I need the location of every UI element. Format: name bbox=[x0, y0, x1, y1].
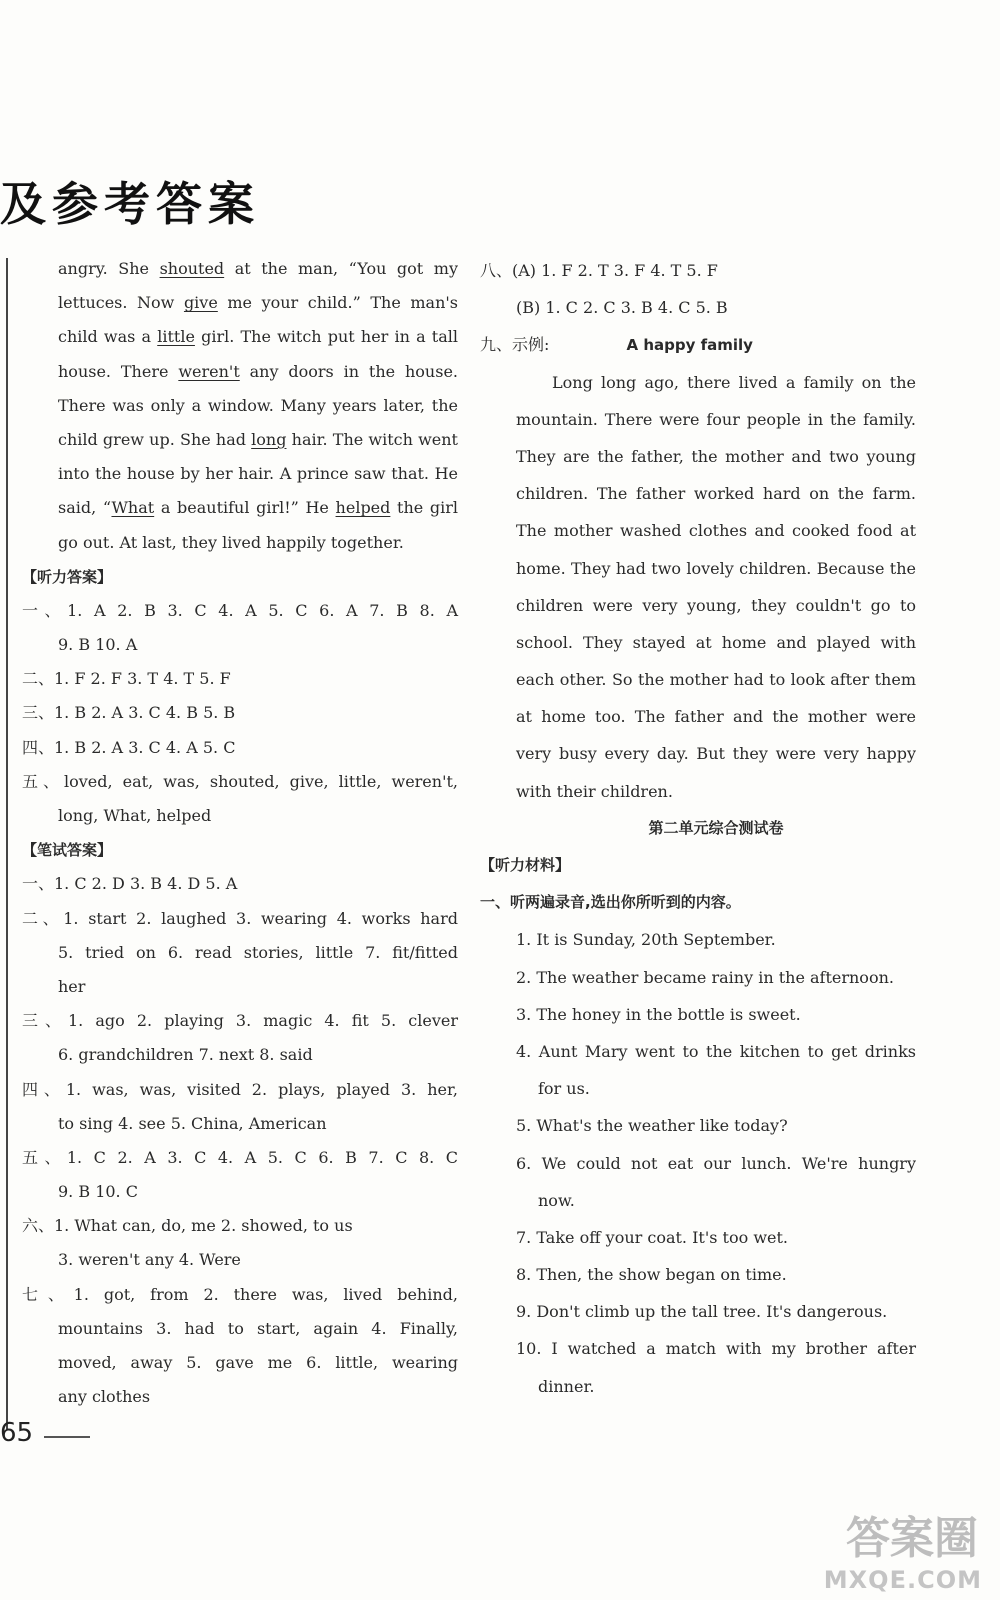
footer-dash bbox=[44, 1436, 90, 1438]
listening-item: 3. The honey in the bottle is sweet. bbox=[516, 1004, 801, 1024]
written-answers-header: 【笔试答案】 bbox=[22, 841, 113, 860]
answer-underline: little bbox=[157, 327, 195, 347]
answer-line: 5. tried on 6. read stories, little 7. fit/fitted bbox=[58, 942, 458, 962]
listening-item: 2. The weather became rainy in the afternoon. bbox=[516, 967, 894, 987]
essay-title: A happy family bbox=[626, 336, 753, 355]
essay-line: children. The father worked hard on the farm. bbox=[516, 484, 916, 504]
answer-line: her bbox=[58, 976, 86, 996]
watermark-url: MXQE.COM bbox=[823, 1566, 982, 1594]
essay-line: children were very young, they couldn't go to bbox=[516, 595, 916, 615]
essay-line: each other. So the mother had to look after them bbox=[516, 670, 916, 690]
answer-underline: give bbox=[183, 293, 218, 313]
story-line: into the house by her hair. A prince saw that. He bbox=[58, 464, 458, 484]
listening-item: 10. I watched a match with my brother after bbox=[516, 1339, 916, 1359]
answer-line: 二、1. start 2. laughed 3. wearing 4. works hard bbox=[22, 908, 458, 928]
answer-line: 三、1. ago 2. playing 3. magic 4. fit 5. clever bbox=[22, 1011, 458, 1031]
story-line: go out. At last, they lived happily together. bbox=[58, 532, 404, 552]
essay-line: The mother washed clothes and cooked food at bbox=[516, 521, 916, 541]
answer-line: 3. weren't any 4. Were bbox=[58, 1250, 241, 1270]
listening-item: 4. Aunt Mary went to the kitchen to get drinks bbox=[516, 1041, 916, 1061]
answer-line: 五、loved, eat, was, shouted, give, little, weren't, bbox=[22, 771, 458, 791]
answer-line: 一、1. A 2. B 3. C 4. A 5. C 6. A 7. B 8. A bbox=[22, 600, 458, 620]
answer-line: 三、1. B 2. A 3. C 4. B 5. B bbox=[22, 703, 236, 723]
answer-line: (B) 1. C 2. C 3. B 4. C 5. B bbox=[516, 298, 728, 318]
answer-line: 八、(A) 1. F 2. T 3. F 4. T 5. F bbox=[480, 261, 718, 280]
margin-rule bbox=[6, 258, 8, 1430]
unit-test-title: 第二单元综合测试卷 bbox=[648, 818, 784, 837]
answer-line: any clothes bbox=[58, 1387, 151, 1407]
listening-materials-header: 【听力材料】 bbox=[480, 856, 571, 874]
page-title: 及参考答案 bbox=[0, 177, 260, 231]
story-line: house. There weren't any doors in the house. bbox=[58, 361, 459, 381]
answer-underline: What bbox=[111, 498, 155, 518]
essay-line: home. They had two lovely children. Because the bbox=[516, 558, 916, 578]
answer-line: 6. grandchildren 7. next 8. said bbox=[58, 1045, 313, 1065]
story-line: child grew up. She had long hair. The witch went bbox=[58, 429, 458, 449]
answer-line: 四、1. B 2. A 3. C 4. A 5. C bbox=[22, 737, 236, 757]
essay-line: mountain. There were four people in the family. bbox=[516, 409, 916, 429]
listening-item: now. bbox=[538, 1190, 575, 1210]
essay-line: at home too. The father and the mother were bbox=[516, 707, 916, 727]
listening-item: 6. We could not eat our lunch. We're hungry bbox=[516, 1153, 916, 1173]
right-column bbox=[480, 252, 916, 1405]
example-label: 九、示例: bbox=[480, 335, 550, 355]
listening-instruction: 一、听两遍录音,选出你所听到的内容。 bbox=[480, 893, 741, 912]
answer-line: 二、1. F 2. F 3. T 4. T 5. F bbox=[22, 669, 231, 689]
answer-line: moved, away 5. gave me 6. little, wearing bbox=[58, 1353, 458, 1372]
listening-item: 9. Don't climb up the tall tree. It's dangerous. bbox=[516, 1302, 888, 1322]
essay-line: very busy every day. But they were very happy bbox=[516, 744, 916, 764]
story-line: said, “What a beautiful girl!” He helped the girl bbox=[58, 498, 459, 518]
answer-line: 9. B 10. A bbox=[58, 635, 138, 655]
listening-item: 8. Then, the show began on time. bbox=[516, 1265, 787, 1285]
listening-item: for us. bbox=[538, 1079, 590, 1099]
answer-underline: shouted bbox=[159, 259, 225, 278]
answer-underline: long bbox=[251, 429, 287, 449]
listening-item: dinner. bbox=[538, 1376, 595, 1396]
story-line: lettuces. Now give me your child.” The man's bbox=[58, 293, 458, 313]
listening-answers-header: 【听力答案】 bbox=[22, 567, 113, 586]
essay-heading bbox=[480, 326, 916, 363]
story-line: There was only a window. Many years later, the bbox=[58, 395, 458, 415]
answer-line: to sing 4. see 5. China, American bbox=[58, 1113, 327, 1133]
answer-underline: helped bbox=[335, 498, 391, 518]
answer-line: long, What, helped bbox=[58, 806, 212, 825]
essay-line: Long long ago, there lived a family on the bbox=[552, 372, 916, 392]
answer-line: 四、1. was, was, visited 2. plays, played 3. her, bbox=[22, 1079, 458, 1099]
essay-line: They are the father, the mother and two young bbox=[516, 446, 916, 466]
answer-line: 一、1. C 2. D 3. B 4. D 5. A bbox=[22, 874, 238, 894]
listening-item: 1. It is Sunday, 20th September. bbox=[516, 930, 776, 950]
answer-line: 六、1. What can, do, me 2. showed, to us bbox=[22, 1216, 353, 1236]
listening-item: 5. What's the weather like today? bbox=[516, 1116, 788, 1136]
watermark-logo: 答案圈 bbox=[846, 1513, 978, 1564]
left-column bbox=[22, 252, 459, 1414]
essay-line: school. They stayed at home and played with bbox=[516, 632, 916, 652]
listening-item: 7. Take off your coat. It's too wet. bbox=[516, 1227, 789, 1247]
story-line: child was a little girl. The witch put her in a tall bbox=[58, 327, 458, 347]
page-number: 65 bbox=[0, 1418, 34, 1448]
answer-line: 9. B 10. C bbox=[58, 1182, 138, 1202]
answer-underline: weren't bbox=[178, 361, 240, 381]
answer-line: 五、1. C 2. A 3. C 4. A 5. C 6. B 7. C 8. C bbox=[22, 1147, 458, 1167]
essay-line: with their children. bbox=[516, 781, 673, 801]
answer-line: mountains 3. had to start, again 4. Finally, bbox=[58, 1318, 458, 1338]
story-line: angry. She shouted at the man, “You got my bbox=[58, 259, 458, 278]
answer-line: 七、1. got, from 2. there was, lived behind, bbox=[22, 1284, 458, 1304]
